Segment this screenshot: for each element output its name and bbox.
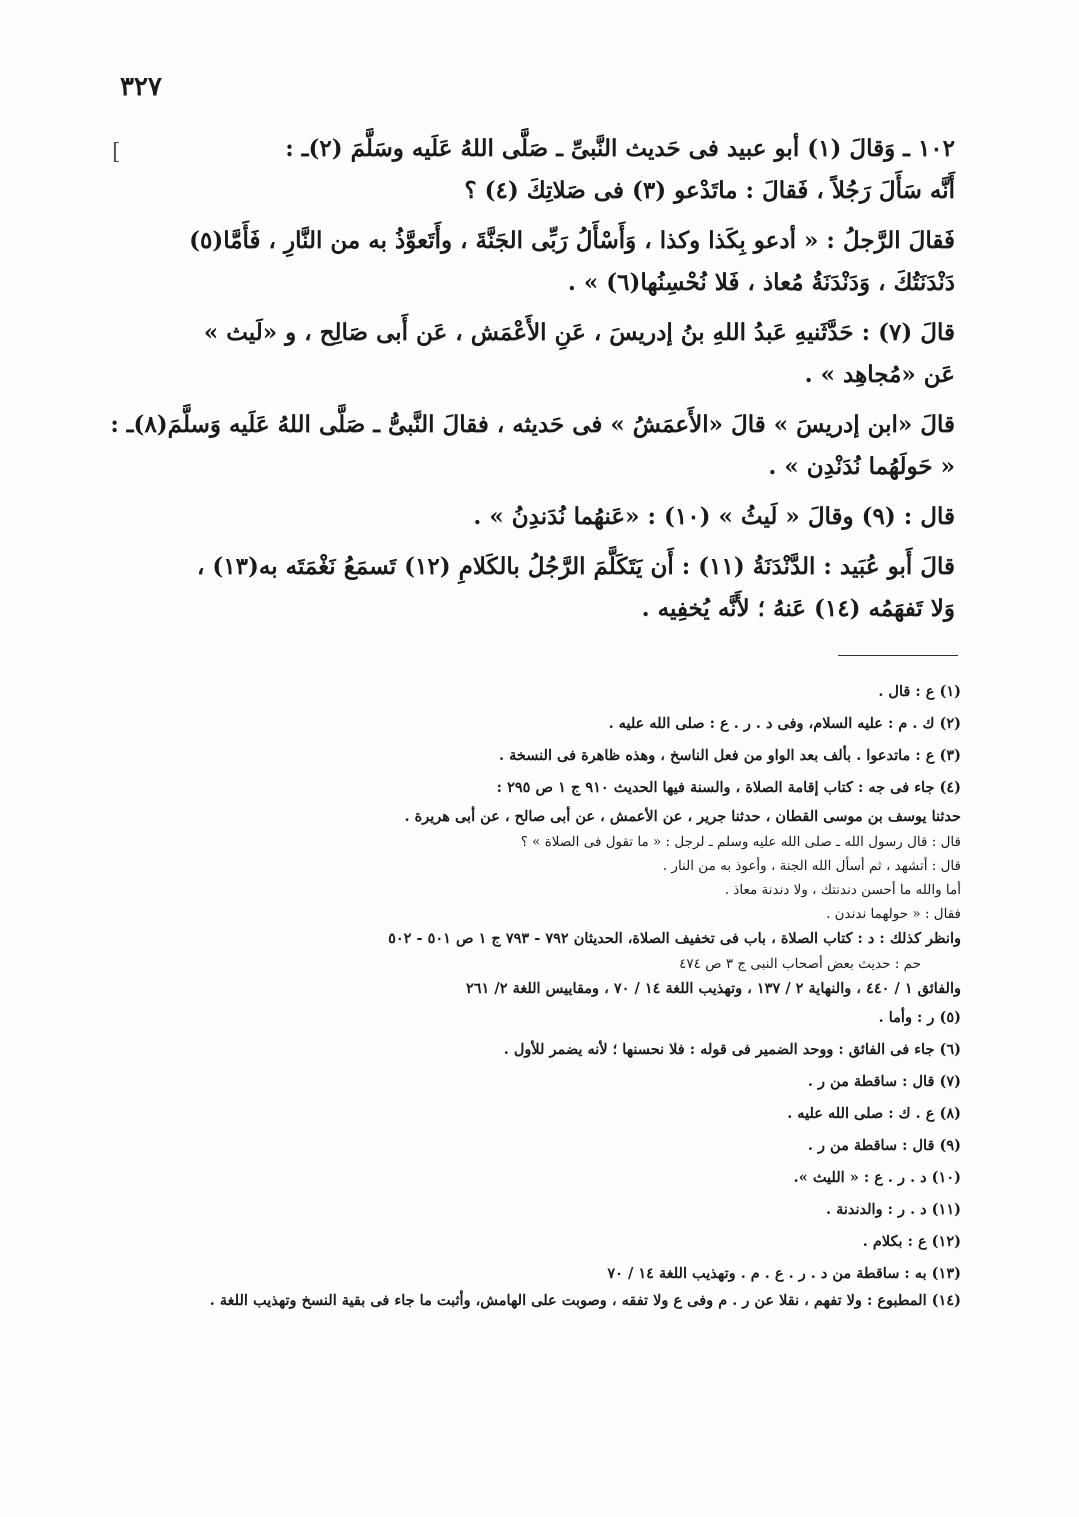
text-line: فَقالَ الرَّجلُ : « أدعو بِكَذا وكذا ، وَأَسْأَلُ رَبِّى الجَنَّةَ ، وأَتَعوَّذُ به من النَّارِ ، فَأَمَّا(٥) <box>189 227 955 254</box>
footnote: (٣) ع : ماتدعوا . بألف بعد الواو من فعل الناسخ ، وهذه ظاهرة فى النسخة . <box>498 747 961 764</box>
text-line: « حَولَهُما نُدَنْدِن » . <box>768 453 955 480</box>
text-line: أَنَّه سَأَلَ رَجُلاً ، فَقالَ : ماتَدْعو (٣) فى صَلاتِكَ (٤) ؟ <box>464 177 955 204</box>
text-line: قالَ (٧) : حَدَّثَنيهِ عَبدُ اللهِ بنُ إدريسَ ، عَنِ الأَعْمَش ، عَن أَبى صَالِح ، و «لَيث » <box>203 319 955 346</box>
footnote-line: قال : أتشهد ، ثم أسأل الله الجنة ، وأعوذ به من النار . <box>662 858 961 874</box>
text-line: وَلا تَفهَمُه (١٤) عَنهُ ؛ لأَنَّه يُخفِيه . <box>641 595 955 622</box>
footnote: (١٣) به : ساقطة من د . ر . ع . م . وتهذيب اللغة ١٤ / ٧٠ <box>607 1265 961 1282</box>
footnote: (١٠) د . ر . ع : « الليث ». <box>793 1169 961 1186</box>
footnote-line: قال : قال رسول الله ـ صلى الله عليه وسلم ـ لرجل : « ما تقول فى الصلاة » ؟ <box>520 834 961 850</box>
footnote: (١) ع : قال . <box>878 683 961 700</box>
footnote-divider <box>838 655 958 656</box>
footnote: (٥) ر : وأما . <box>878 1009 961 1026</box>
text-line: ١٠٢ ـ وَقالَ (١) أبو عبيد فى حَديث النَّبىِّ ـ صَلَّى اللهُ عَلَيه وسَلَّمَ (٢)ـ : <box>285 135 955 162</box>
footnote-line: فقال : « حولهما ندندن . <box>826 906 961 922</box>
text-line: قالَ أَبو عُبَيد : الدَّنْدَنَةُ (١١) : أَن يَتَكَلَّمَ الرَّجُلُ بالكَلامِ (١٢) تَسمَعُ نَغْمَتَه به(١٣) ، <box>196 553 955 580</box>
footnote-line: والفائق ١ / ٤٤٠ ، والنهاية ٢ / ١٣٧ ، وتهذيب اللغة ١٤ / ٧٠ ، ومقاييس اللغة ٢/ ٢٦١ <box>465 980 961 997</box>
footnote: (٩) قال : ساقطة من ر . <box>807 1137 961 1154</box>
footnote: (٤) جاء فى جه : كتاب إقامة الصلاة ، والسنة فيها الحديث ٩١٠ ج ١ ص ٢٩٥ : <box>496 779 961 796</box>
footnote: (٦) جاء فى الفائق : ووحد الضمير فى قوله : فلا نحسنها ؛ لأنه يضمر للأول . <box>503 1041 961 1058</box>
main-text <box>100 128 955 638</box>
paragraph <box>100 546 955 630</box>
page-number: ٣٢٧ <box>120 72 162 102</box>
footnotes <box>81 676 961 1312</box>
paragraph <box>100 496 955 538</box>
margin-mark: [ <box>112 140 121 165</box>
footnote-line: حدثنا يوسف بن موسى القطان ، حدثنا جرير ، عن الأعمش ، عن أبى صالح ، عن أبى هريرة . <box>404 808 961 825</box>
footnote: (١٤) المطبوع : ولا تفهم ، نقلا عن ر . م وفى ع ولا تفقه ، وصوبت على الهامش، وأثبت ما جاء فى بقية النسخ وتهذيب اللغة . <box>209 1292 961 1309</box>
text-line: قالَ «ابن إدريسَ » قالَ «الأَعمَشُ » فى حَديثه ، فقالَ النَّبىُّ ـ صَلَّى اللهُ عَلَيه وَسلَّمَ(٨)ـ : <box>110 411 955 438</box>
paragraph <box>100 312 955 396</box>
footnote-line: أما والله ما أحسن دندنتك ، ولا دندنة معاذ . <box>724 882 961 898</box>
text-line: عَن «مُجاهِد » . <box>804 361 955 388</box>
footnote: (٨) ع . ك : صلى الله عليه . <box>787 1105 961 1122</box>
footnote-line: وانظر كذلك : د : كتاب الصلاة ، باب فى تخفيف الصلاة، الحديثان ٧٩٢ - ٧٩٣ ج ١ ص ٥٠١ - ٥٠٢ <box>388 930 961 947</box>
footnote: (٧) قال : ساقطة من ر . <box>807 1073 961 1090</box>
footnote: (١١) د . ر : والدندنة . <box>825 1201 961 1218</box>
footnote: (٢) ك . م : عليه السلام، وفى د . ر . ع : صلى الله عليه . <box>608 715 961 732</box>
text-line: دَنْدَنَتُكَ ، وَدَنْدَنَةُ مُعاذ ، فَلا نُحْسِنُها(٦) » . <box>567 269 955 296</box>
paragraph <box>100 220 955 304</box>
footnote-line: حم : حديث بعض أصحاب النبى ج ٣ ص ٤٧٤ <box>679 956 921 972</box>
paragraph <box>100 128 955 212</box>
paragraph <box>100 404 955 488</box>
text-line: قال : (٩) وقالَ « لَيثُ » (١٠) : «عَنهُما نُدَندِنُ » . <box>473 503 955 530</box>
footnote: (١٢) ع : بكلام . <box>862 1233 961 1250</box>
